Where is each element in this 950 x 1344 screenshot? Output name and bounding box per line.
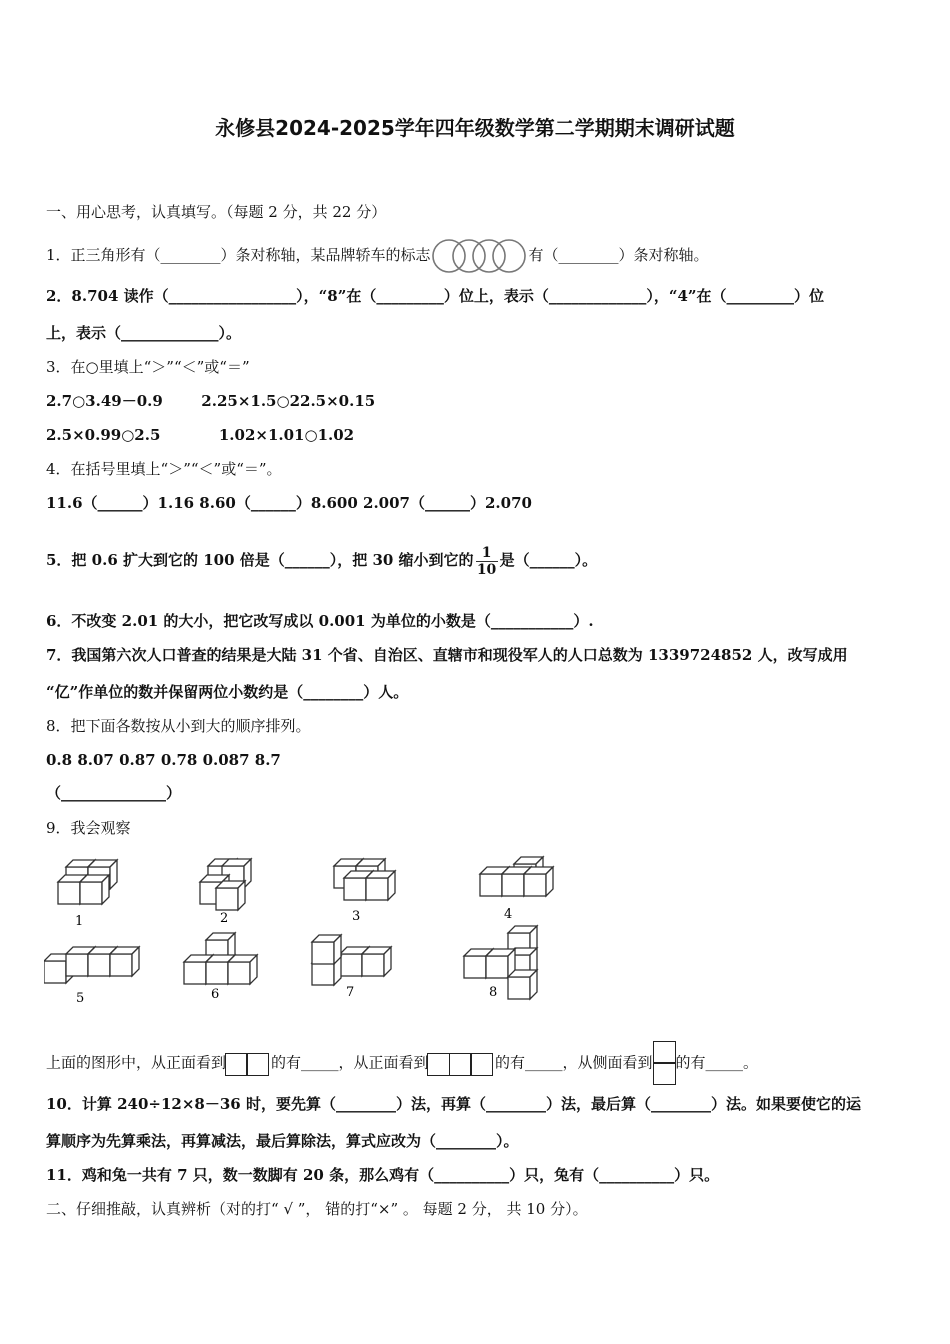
q3-item-1: 2.7○3.49－0.9 [46, 392, 163, 410]
q1-text-part2: 有（________）条对称轴。 [528, 246, 709, 264]
question-1 [46, 238, 709, 274]
section-2-heading: 二、仔细推敲，认真辨析（对的打“ √ ”， 错的打“×” 。 每题 2 分， 共 10 分）。 [46, 1200, 588, 1218]
q1-text-part1: 1．正三角形有（________）条对称轴，某品牌轿车的标志 [46, 246, 431, 264]
q5-text-part1: 5．把 0.6 扩大到它的 100 倍是（______），把 30 缩小到它的 [46, 551, 474, 569]
question-2-line-2: 上，表示（_____________）。 [46, 324, 242, 342]
figure-3-cubes [334, 859, 395, 900]
cube-figures-image [44, 850, 604, 1020]
figure-label-1: 1 [75, 914, 84, 929]
figure-label-5: 5 [76, 991, 85, 1006]
figure-label-3: 3 [352, 909, 361, 924]
q9-text-2: 的有_____，从正面看到 [271, 1053, 429, 1072]
figure-1-cubes [58, 860, 117, 904]
question-11: 11．鸡和兔一共有 7 只，数一数脚有 20 条，那么鸡有（__________）只，兔有（__________）只。 [46, 1166, 720, 1184]
two-square-view-icon [226, 1049, 269, 1079]
figure-2-cubes [200, 859, 251, 910]
fraction-one-tenth [476, 545, 498, 578]
figure-label-4: 4 [504, 907, 513, 922]
question-3-row-1 [46, 391, 375, 411]
question-5 [46, 540, 597, 580]
section-1-heading: 一、用心思考，认真填写。（每题 2 分，共 22 分） [46, 203, 387, 221]
figure-5-cubes [44, 947, 139, 983]
question-7-line-1: 7．我国第六次人口普查的结果是大陆 31 个省、自治区、直辖市和现役军人的人口总数为 1339724852 人，改写成用 [46, 646, 848, 664]
figure-4-cubes [480, 857, 553, 896]
question-10-line-2: 算顺序为先算乘法，再算减法，最后算除法，算式应改为（________）。 [46, 1132, 519, 1150]
figure-label-2: 2 [220, 911, 229, 926]
question-3-row-2 [46, 425, 354, 445]
figure-label-6: 6 [211, 987, 220, 1002]
figure-6-cubes [184, 933, 257, 984]
question-8-numbers: 0.8 8.07 0.87 0.78 0.087 8.7 [46, 751, 281, 769]
page-title: 永修县2024-2025学年四年级数学第二学期期末调研试题 [215, 116, 735, 140]
question-3-heading: 3．在○里填上“＞”“＜”或“＝” [46, 358, 250, 376]
figure-label-8: 8 [489, 985, 498, 1000]
question-8-heading: 8．把下面各数按从小到大的顺序排列。 [46, 717, 311, 735]
q9-text-1: 上面的图形中，从正面看到 [46, 1053, 227, 1072]
question-9-statement [46, 1042, 758, 1085]
fraction-denominator: 10 [476, 561, 497, 578]
car-logo-rings-image [431, 238, 529, 274]
figure-label-7: 7 [346, 985, 355, 1000]
question-6: 6．不改变 2.01 的大小，把它改写成以 0.001 为单位的小数是（___________）. [46, 612, 594, 630]
q3-item-4: 1.02×1.01○1.02 [218, 426, 355, 444]
question-4-heading: 4．在括号里填上“＞”“＜”或“＝”。 [46, 460, 282, 478]
fraction-numerator: 1 [476, 545, 498, 562]
q3-item-2: 2.25×1.5○22.5×0.15 [201, 392, 376, 410]
q3-item-3: 2.5×0.99○2.5 [46, 426, 161, 444]
q9-text-3: 的有_____，从侧面看到 [495, 1053, 653, 1072]
figure-8-cubes [464, 926, 537, 999]
question-9-heading: 9．我会观察 [46, 819, 131, 837]
question-10-line-1: 10．计算 240÷12×8－36 时，要先算（________）法，再算（________）法，最后算（________）法。如果要使它的运 [46, 1095, 861, 1113]
q5-text-part2: 是（______）。 [499, 551, 598, 569]
question-2-line-1: 2．8.704 读作（_________________），“8”在（_________）位上，表示（_____________），“4”在（_________）位 [46, 287, 825, 305]
question-4-items: 11.6（______）1.16 8.60（______）8.600 2.007（______）2.070 [46, 494, 532, 512]
three-square-view-icon [429, 1049, 494, 1079]
question-8-answer-blank: （______________） [46, 784, 182, 802]
vertical-two-square-view-icon [653, 1042, 676, 1085]
question-7-line-2: “亿”作单位的数并保留两位小数约是（________）人。 [46, 683, 409, 701]
q9-text-4: 的有_____。 [675, 1053, 759, 1072]
figure-7-cubes [312, 935, 391, 985]
